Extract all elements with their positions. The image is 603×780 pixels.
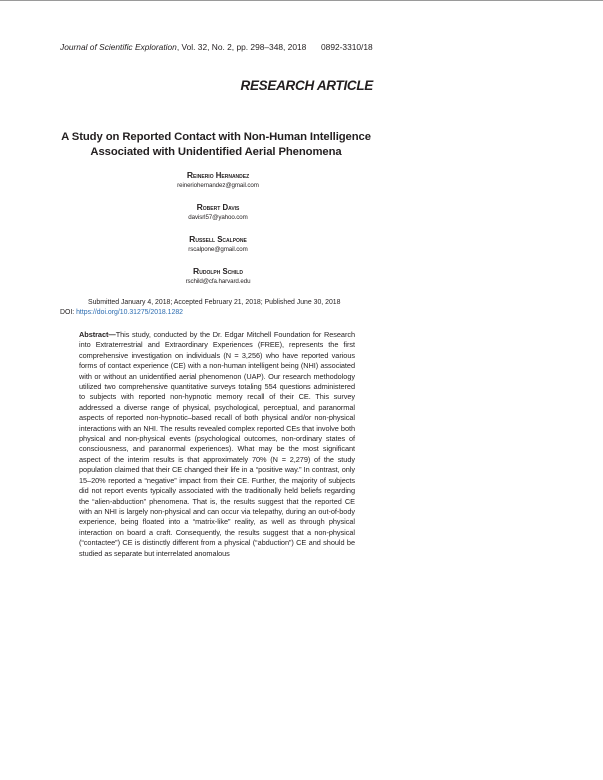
abstract-text: This study, conducted by the Dr. Edgar Mitchell Foundation for Research into Extraterrestrial and Extraordinary Experiences (FREE), represents the first comprehensive investigation on individuals (N = 3,256) who have reported various forms of contact experience (CE) with a non-human intelligent being (NHI) associated with or without an unidentified aerial phenomenon (UAP). Our research methodology utilized two comprehensive quantitative surveys totaling 554 questions administered to subjects with reported non-hypnotic memory recall of their CE. This survey addressed a diverse range of physical, psychological, perceptual, and paranormal aspects of reported non-hypnotic–based recall of both physical and/or non-physical interactions with an NHI. The results revealed complex reported CEs that involve both physical and non-physical events (psychological outcomes, non-ordinary states of consciousness, and paranormal experiences). What may be the most significant aspect of the interim results is that approximately 70% (N = 2,279) of the study population claimed that their CE changed their life in a “positive way.” In contrast, only 15–20% reported a “negative” impact from their CE. Further, the majority of subjects did not report events typically associated with the traditionally held beliefs regarding the “alien-abduction” phenomena. That is, the results suggest that the reported CE with an NHI is largely non-physical and can occur via telepathy, during an out-of-body experience, being floated into a “matrix-like” reality, as well as through physical interaction on board a craft. Consequently, the results suggest that a non-physical (“contactee”) CE is distinctly different from a physical (“abduction”) CE and should be studied as separate but interrelated anomalous — [79, 330, 355, 558]
author-email[interactable]: rschild@cfa.harvard.edu — [185, 278, 251, 285]
article-title: A Study on Reported Contact with Non-Human Intelligence Associated with Unidentified Aerial Phenomena — [61, 131, 371, 158]
doi-line — [60, 309, 183, 316]
author-name: Russell Scalpone — [189, 234, 247, 244]
top-border-rule — [0, 0, 603, 1]
author-block — [118, 170, 318, 190]
author-block — [118, 234, 318, 254]
article-type-heading: RESEARCH ARTICLE — [240, 78, 373, 93]
journal-citation: , Vol. 32, No. 2, pp. 298–348, 2018 — [176, 42, 307, 52]
author-name: Rudolph Schild — [193, 266, 243, 276]
author-email[interactable]: reineriohernandez@gmail.com — [177, 182, 259, 189]
abstract-label: Abstract— — [79, 330, 116, 339]
author-email[interactable]: rscalpone@gmail.com — [188, 246, 248, 253]
abstract — [79, 330, 355, 559]
doi-link[interactable]: https://doi.org/10.31275/2018.1282 — [76, 309, 183, 316]
author-block — [118, 202, 318, 222]
author-name: Reinerio Hernandez — [186, 170, 250, 180]
journal-name: Journal of Scientific Exploration — [60, 42, 177, 52]
author-email[interactable]: davisrl57@yahoo.com — [188, 214, 248, 221]
author-list — [118, 170, 318, 298]
author-name: Robert Davis — [196, 202, 240, 212]
running-head — [60, 42, 373, 52]
journal-issn: 0892-3310/18 — [321, 42, 373, 52]
publication-dates: Submitted January 4, 2018; Accepted February 21, 2018; Published June 30, 2018 — [88, 299, 341, 306]
author-block — [118, 266, 318, 286]
doi-label: DOI: — [60, 309, 77, 316]
